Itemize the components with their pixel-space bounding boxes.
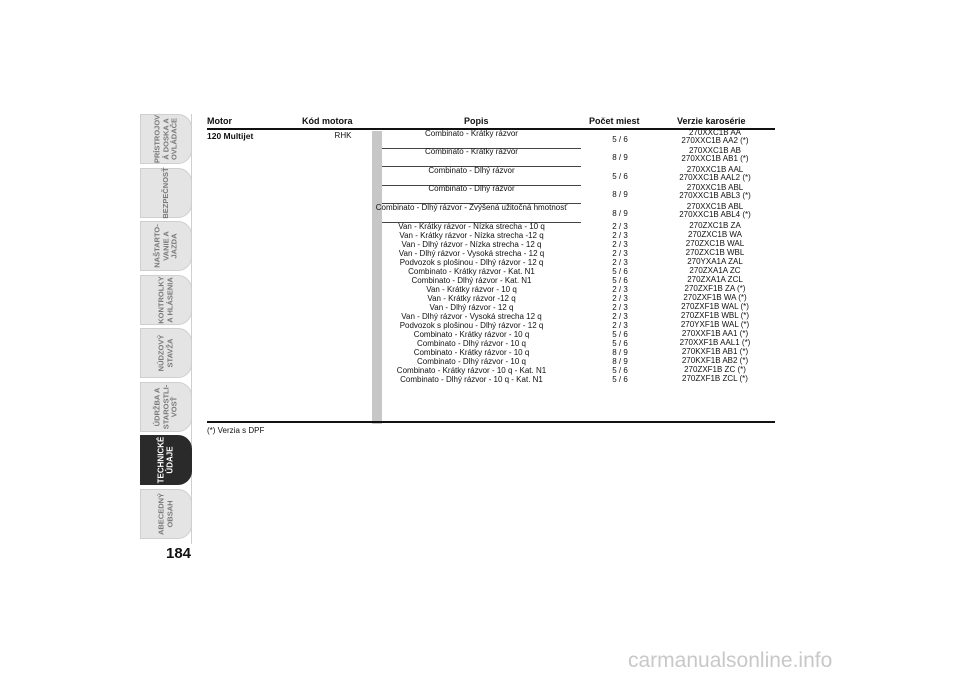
row-description: Combinato - Dlhý rázvor - Kat. N1: [411, 276, 532, 285]
chapter-tab-label: NÚDZOVÝ STAVŽA: [156, 334, 174, 372]
row-seats: 8 / 9: [612, 348, 628, 357]
row-variant: 270ZXF1B WA (*): [683, 293, 747, 302]
row-seats: 2 / 3: [612, 249, 628, 258]
footnote: (*) Verzia s DPF: [207, 426, 265, 435]
row-variant: 270ZXF1B ZCL (*): [682, 374, 748, 383]
row-seats: 2 / 3: [612, 285, 628, 294]
row-variant: 270XXF1B AAL1 (*): [679, 338, 751, 347]
row-seats: 5 / 6: [612, 276, 628, 285]
row-description: Combinato - Krátky rázvor - 10 q - Kat. N1: [396, 366, 547, 375]
watermark: carmanualsonline.info: [628, 649, 833, 672]
row-description: Van - Krátky rázvor - Nízka strecha -12 q: [399, 231, 544, 240]
row-seats: 5 / 6: [612, 330, 628, 339]
row-seats: 2 / 3: [612, 240, 628, 249]
row-description: Combinato - Dlhý rázvor - 10 q: [417, 357, 526, 366]
chapter-tab-label: TECHNICKÉ ÚDAJE: [156, 436, 174, 484]
chapter-tab-label: NAŠTARTO- VANIE A JAZDA: [152, 224, 179, 268]
row-variant: 270XXC1B ABL 270XXC1B ABL4 (*): [679, 202, 751, 219]
row-seats: 2 / 3: [612, 222, 628, 231]
chapter-tab-label: PRÍSTROJOV Á DOSKA A OVLÁDAČE: [152, 114, 179, 164]
row-seats: 2 / 3: [612, 231, 628, 240]
row-variant: 270ZXA1A ZC: [689, 266, 741, 275]
row-description: Combinato - Dlhý rázvor - Zvýšená užitočná hmotnosť: [375, 203, 568, 212]
row-variant: 270ZXC1B WA: [688, 230, 742, 239]
row-description: Combinato - Krátky rázvor: [425, 147, 518, 156]
row-description: Podvozok s plošinou - Dlhý rázvor - 12 q: [399, 321, 544, 330]
header-desc: Popis: [464, 116, 489, 126]
bottom-rule: [207, 421, 775, 423]
row-seats: 5 / 6: [612, 135, 628, 144]
row-description: Combinato - Krátky rázvor - Kat. N1: [408, 267, 535, 276]
row-variant: 270XXC1B AB 270XXC1B AB1 (*): [681, 146, 749, 163]
motor-cell: 120 Multijet: [207, 131, 254, 141]
row-variant: 270KXF1B AB2 (*): [681, 356, 749, 365]
row-description: Combinato - Krátky rázvor: [425, 129, 518, 138]
row-seats: 2 / 3: [612, 294, 628, 303]
chapter-tab-label: KONTROLKY A HLÁSENIA: [156, 275, 174, 324]
row-variant: 270YXF1B WAL (*): [680, 320, 750, 329]
row-description: Van - Dlhý rázvor - 12 q: [429, 303, 514, 312]
header-seats: Počet miest: [589, 116, 640, 126]
row-description: Van - Krátky rázvor -12 q: [427, 294, 516, 303]
chapter-tab-1[interactable]: [140, 168, 192, 218]
header-motor: Motor: [207, 116, 232, 126]
row-seats: 8 / 9: [612, 357, 628, 366]
row-seats: 5 / 6: [612, 339, 628, 348]
chapter-tab-label: BEZPEČNOSŤ: [160, 166, 170, 219]
row-seats: 8 / 9: [612, 209, 628, 218]
row-description: Van - Dlhý rázvor - Vysoká strecha - 12 q: [398, 249, 545, 258]
row-seats: 2 / 3: [612, 258, 628, 267]
row-description: Combinato - Dlhý rázvor: [428, 166, 515, 175]
row-variant: 270KXF1B AB1 (*): [681, 347, 749, 356]
chapter-tab-3[interactable]: [140, 275, 192, 325]
chapter-tab-label: ABECEDNÝ OBSAH: [156, 492, 174, 535]
chapter-tab-0[interactable]: [140, 114, 192, 164]
row-description: Combinato - Krátky rázvor - 10 q: [413, 348, 530, 357]
row-seats: 8 / 9: [612, 153, 628, 162]
row-seats: 2 / 3: [612, 303, 628, 312]
row-variant: 270XXC1B AA 270XXC1B AA2 (*): [681, 128, 749, 145]
chapter-tab-4[interactable]: [140, 328, 192, 378]
row-variant: 270ZXC1B WBL: [685, 248, 745, 257]
chapter-tab-2[interactable]: [140, 221, 192, 271]
row-seats: 5 / 6: [612, 267, 628, 276]
chapter-tab-6[interactable]: [140, 435, 192, 485]
row-description: Podvozok s plošinou - Dlhý rázvor - 12 q: [399, 258, 544, 267]
row-variant: 270ZXF1B ZA (*): [684, 284, 746, 293]
header-variant: Verzie karosérie: [677, 116, 746, 126]
row-variant: 270ZXA1A ZCL: [687, 275, 743, 284]
chapter-tab-7[interactable]: [140, 489, 192, 539]
row-seats: 2 / 3: [612, 312, 628, 321]
row-description: Van - Krátky rázvor - 10 q: [426, 285, 517, 294]
chapter-tabs: [140, 114, 192, 542]
row-seats: 2 / 3: [612, 321, 628, 330]
row-variant: 270ZXF1B WBL (*): [680, 311, 750, 320]
header-code: Kód motora: [302, 116, 353, 126]
row-variant: 270XXC1B ABL 270XXC1B ABL3 (*): [679, 183, 751, 200]
row-seats: 8 / 9: [612, 190, 628, 199]
row-seats: 5 / 6: [612, 366, 628, 375]
row-description: Van - Krátky rázvor - Nízka strecha - 10 q: [398, 222, 545, 231]
row-seats: 5 / 6: [612, 172, 628, 181]
row-variant: 270XXF1B AA1 (*): [681, 329, 749, 338]
page-number: 184: [166, 545, 192, 562]
row-description: Combinato - Krátky rázvor - 10 q: [413, 330, 530, 339]
row-variant: 270ZXF1B WAL (*): [681, 302, 749, 311]
row-description: Combinato - Dlhý rázvor - 10 q - Kat. N1: [400, 375, 543, 384]
row-variant: 270XXC1B AAL 270XXC1B AAL2 (*): [679, 165, 751, 182]
row-description: Van - Dlhý rázvor - Nízka strecha - 12 q: [401, 240, 542, 249]
engine-code-cell: RHK: [334, 131, 352, 140]
row-variant: 270YXA1A ZAL: [687, 257, 743, 266]
row-seats: 5 / 6: [612, 375, 628, 384]
row-variant: 270ZXC1B WAL: [685, 239, 745, 248]
row-variant: 270ZXC1B ZA: [689, 221, 741, 230]
chapter-tab-label: ÚDRŽBA A STAROSTLI- VOSŤ: [152, 384, 179, 429]
row-variant: 270ZXF1B ZC (*): [684, 365, 746, 374]
chapter-tab-5[interactable]: [140, 382, 192, 432]
row-description: Combinato - Dlhý rázvor: [428, 184, 515, 193]
row-description: Van - Dlhý rázvor - Vysoká strecha 12 q: [401, 312, 542, 321]
row-description: Combinato - Dlhý rázvor - 10 q: [417, 339, 526, 348]
